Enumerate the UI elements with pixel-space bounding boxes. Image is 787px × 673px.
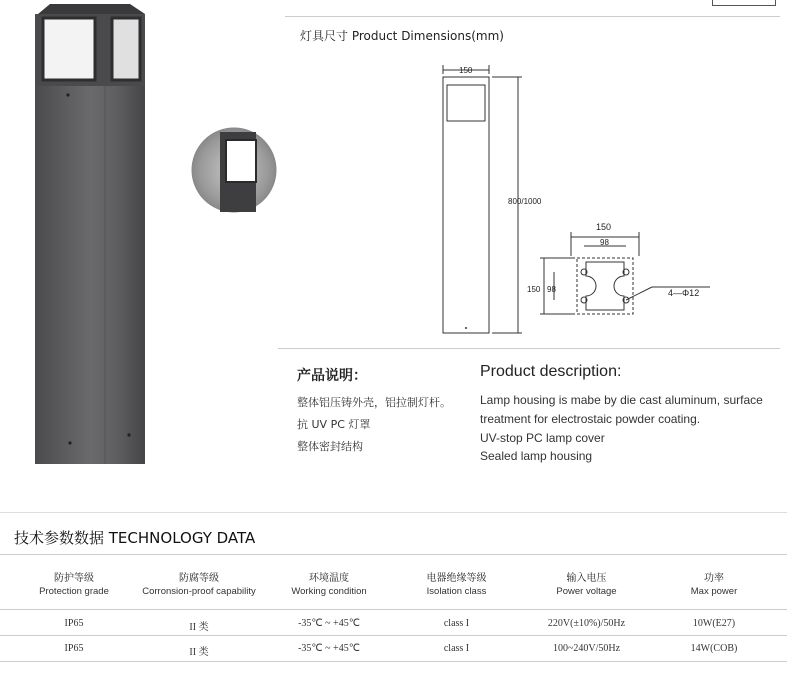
holes-label: 4—Φ12 (668, 288, 700, 298)
table-rule (0, 661, 787, 662)
top-box (712, 0, 776, 6)
dimension-drawing (430, 60, 730, 340)
height-label: 800/1000 (508, 197, 542, 206)
table-cell: class I (443, 618, 470, 629)
tech-title-rule (0, 554, 787, 555)
table-cell: -35℃ ~ +45℃ (298, 643, 360, 654)
table-cell: IP65 (64, 618, 84, 629)
description-en-title: Product description: (480, 363, 622, 380)
table-cell: II 类 (189, 622, 209, 633)
col-header: 功率 Max power (690, 573, 738, 597)
tech-title: 技术参数数据 TECHNOLOGY DATA (14, 529, 256, 547)
width-label: 150 (459, 66, 473, 75)
description-rule (278, 348, 780, 349)
description-en-line: treatment for electrostaic powder coating. (480, 412, 701, 426)
table-rule (0, 609, 787, 610)
col-header: 防腐等级 Corronsion-proof capability (142, 573, 256, 597)
description-en-line: UV-stop PC lamp cover (480, 431, 605, 445)
table-cell: IP65 (64, 643, 84, 654)
table-cell: 10W(E27) (692, 618, 736, 629)
table-rule (0, 635, 787, 636)
col-header: 环境温度 Working condition (291, 573, 367, 597)
base-inner-v-label: 98 (547, 285, 556, 294)
top-rule (285, 16, 780, 17)
description-en-line: Lamp housing is mabe by die cast aluminum, surface (480, 393, 763, 407)
description-cn-line: 整体铝压铸外壳，铝拉制灯杆。 (297, 396, 451, 409)
table-cell: 14W(COB) (690, 643, 738, 654)
table-cell: II 类 (189, 647, 209, 658)
base-height-label: 150 (527, 285, 541, 294)
description-cn-line: 整体密封结构 (297, 440, 363, 453)
table-cell: 100~240V/50Hz (552, 643, 621, 654)
col-header: 防护等级 Protection grade (39, 573, 109, 597)
description-en-line: Sealed lamp housing (480, 449, 593, 463)
description-cn-line: 抗 UV PC 灯罩 (297, 418, 371, 431)
table-cell: 220V(±10%)/50Hz (547, 618, 626, 629)
base-width-label: 150 (596, 222, 612, 232)
description-cn-title: 产品说明： (297, 368, 367, 384)
tech-top-rule (0, 512, 787, 513)
col-header: 输入电压 Power voltage (556, 573, 617, 597)
table-cell: class I (443, 643, 470, 654)
product-photo (0, 0, 280, 470)
col-header: 电器绝缘等级 Isolation class (426, 573, 487, 597)
table-cell: -35℃ ~ +45℃ (298, 618, 360, 629)
dimensions-title: 灯具尺寸 Product Dimensions(mm) (300, 29, 504, 43)
base-inner-label: 98 (600, 238, 609, 247)
